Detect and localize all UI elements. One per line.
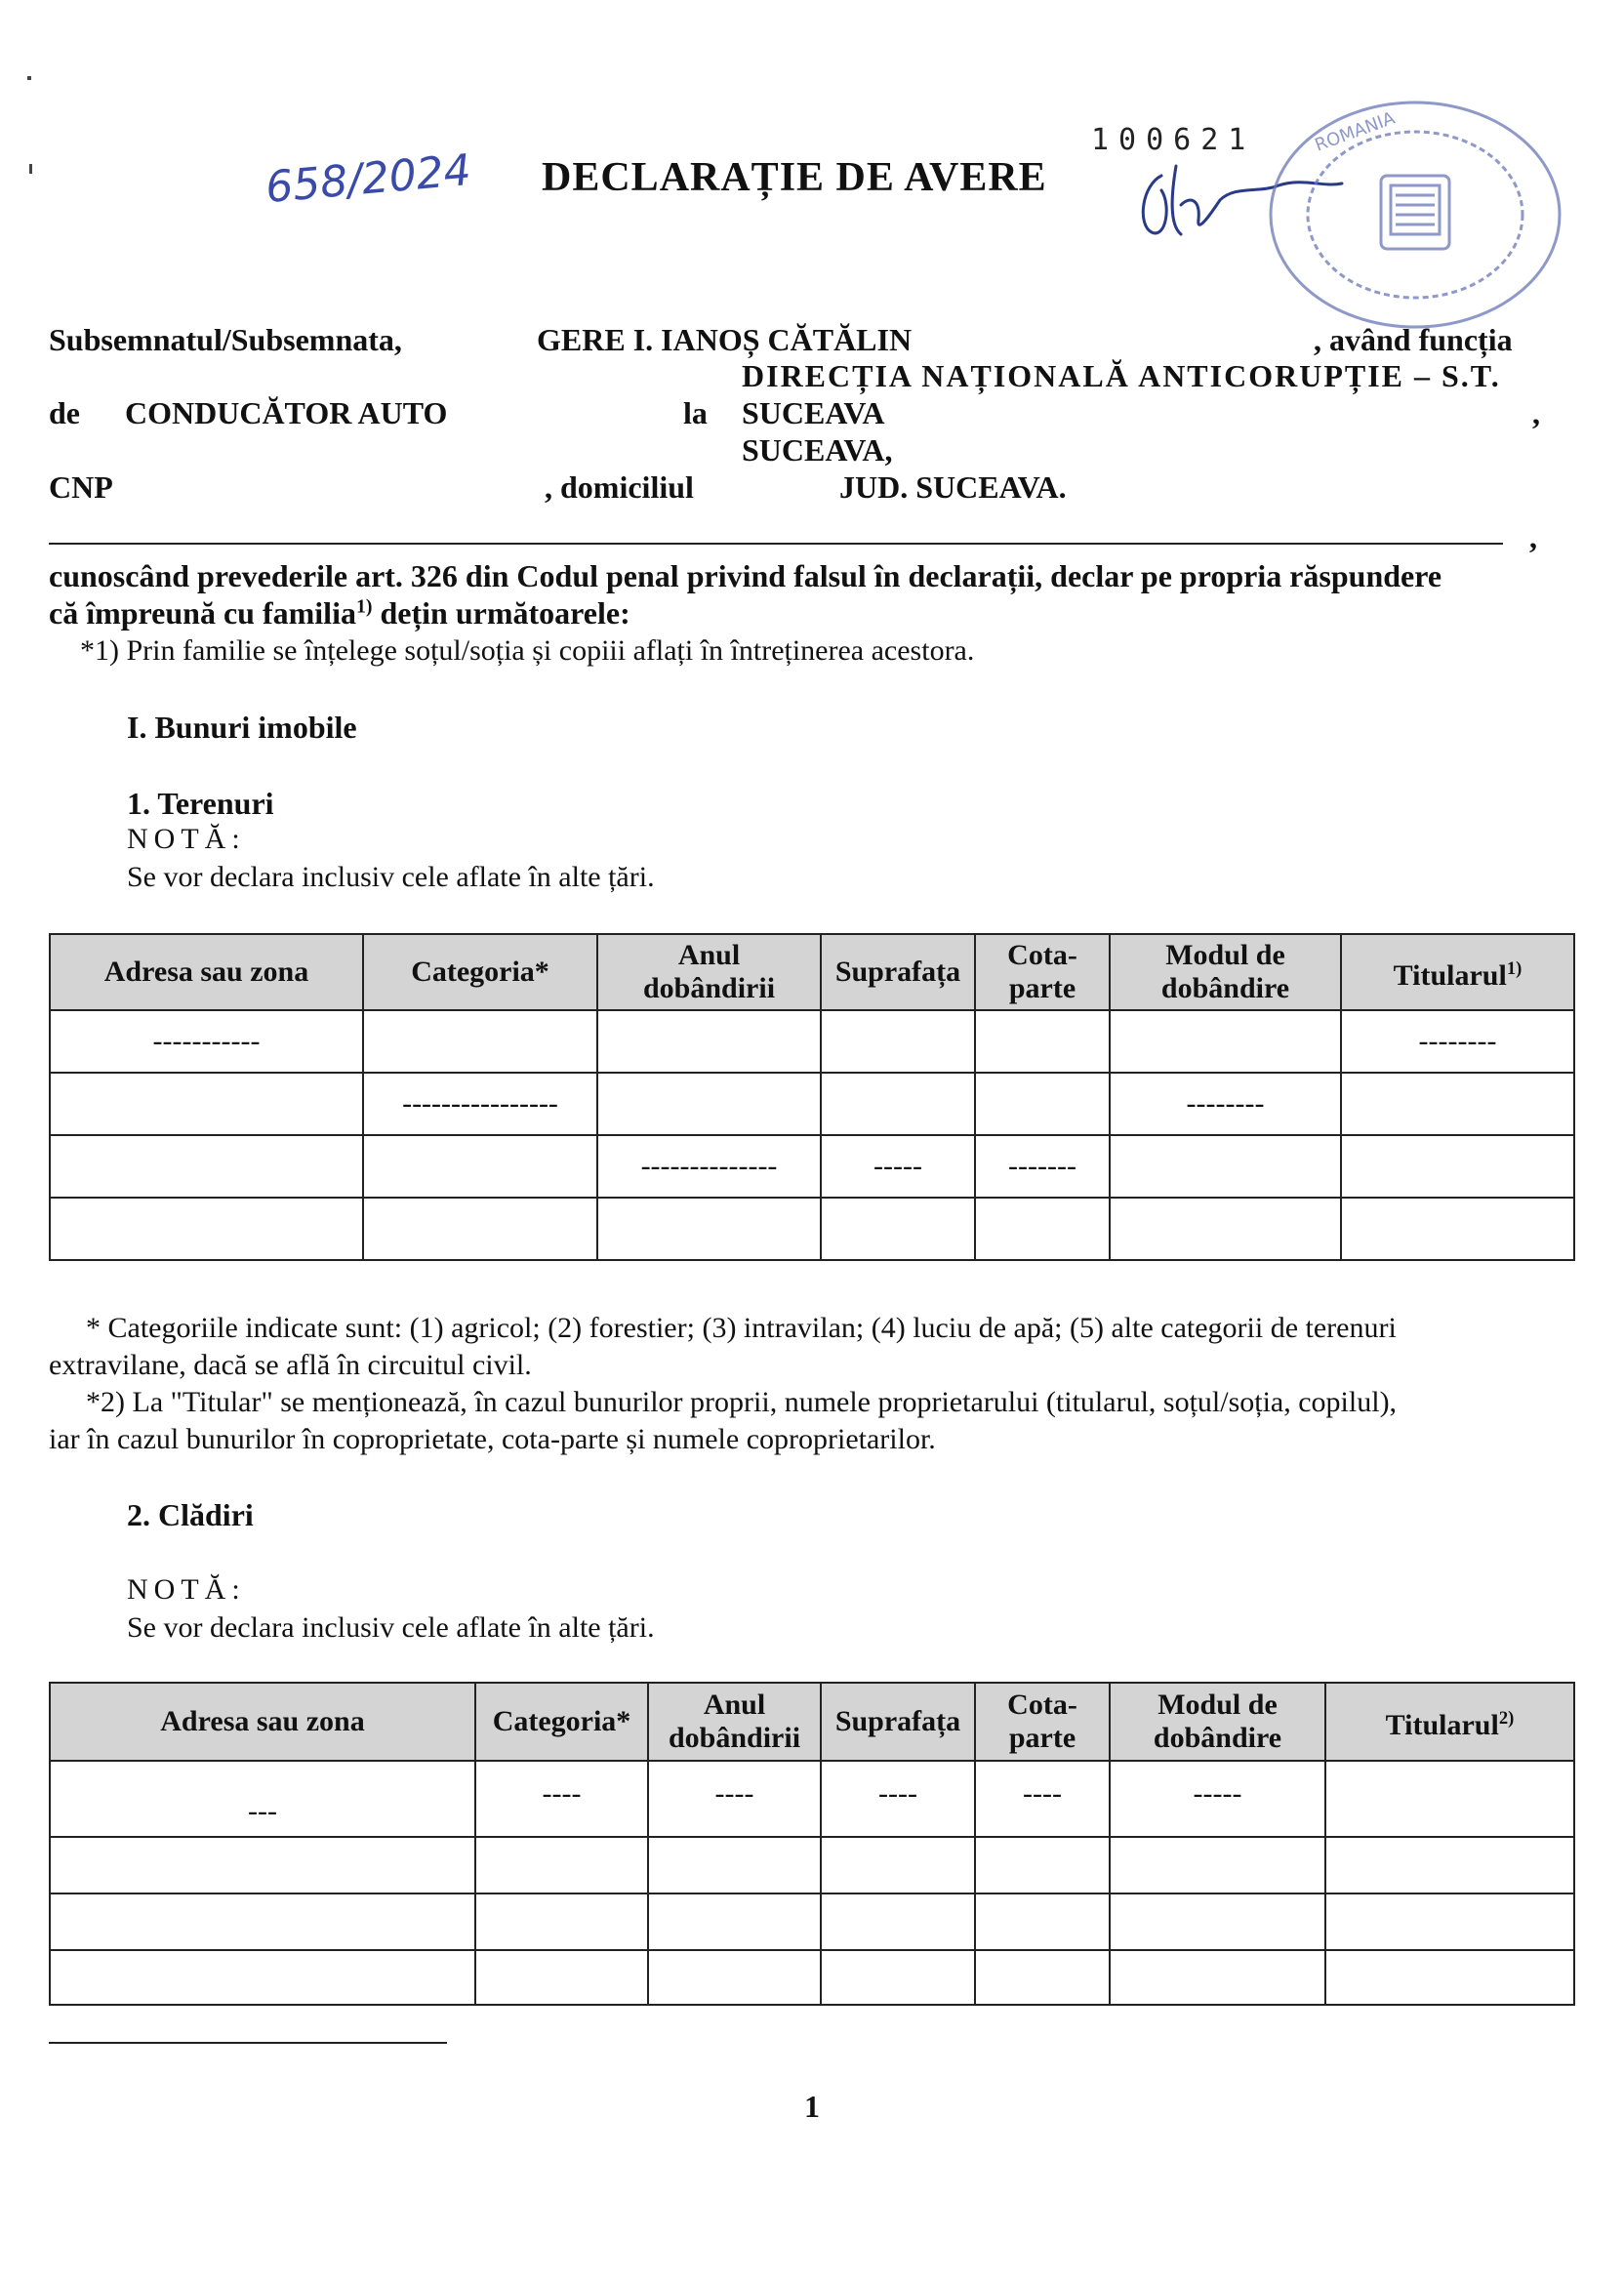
table-cell <box>1110 1198 1341 1260</box>
table-cell <box>50 1198 363 1260</box>
table-cell <box>648 1950 821 2005</box>
table-cell <box>1325 1893 1574 1950</box>
col-header-anul-1: Anul <box>677 939 741 971</box>
table-cell: ----------- <box>50 1010 363 1073</box>
table-cell <box>363 1135 597 1198</box>
table-cell <box>50 1950 475 2005</box>
col-header-titularul <box>1341 934 1574 1010</box>
table-cell <box>1341 1073 1574 1135</box>
family-note: *1) Prin familie se înțelege soțul/soția și copiii aflați în întreținerea acestora. <box>80 634 975 667</box>
table-cell <box>975 1950 1110 2005</box>
table-cell <box>1110 1837 1325 1893</box>
col-header-modul <box>1110 934 1341 1010</box>
handwritten-reference: 658/2024 <box>264 144 473 214</box>
table-cell <box>821 1837 975 1893</box>
col-header-titularul <box>1325 1683 1574 1761</box>
table-cell <box>648 1893 821 1950</box>
svg-text:ROMANIA: ROMANIA <box>1312 107 1399 156</box>
declaration-line2-post: dețin următoarele: <box>372 595 630 631</box>
address-line1: SUCEAVA, <box>742 432 893 468</box>
page-title: DECLARAȚIE DE AVERE <box>542 155 1047 200</box>
registration-number: 100621 <box>1091 123 1256 157</box>
table-cell <box>821 1893 975 1950</box>
subsemnatul-label: Subsemnatul/Subsemnata, <box>49 322 402 357</box>
titular-note-1: *2) La "Titular" se menționează, în cazul bunurilor proprii, numele proprietarului (titularul, soțul/soția, copilul), <box>86 1386 1398 1418</box>
table-cell <box>475 1893 648 1950</box>
table-row <box>50 1893 1574 1950</box>
table-cell <box>50 1073 363 1135</box>
table-cell <box>821 1198 975 1260</box>
table-cell <box>1325 1950 1574 2005</box>
table-cell <box>597 1198 821 1260</box>
col-header-anul-2: dobândirii <box>642 972 776 1004</box>
table-cell <box>648 1837 821 1893</box>
col-header-anul-2: dobândirii <box>668 1722 801 1754</box>
table-cell <box>1110 1893 1325 1950</box>
col-header-categoria: Categoria* <box>363 934 597 1010</box>
col-header-anul-1: Anul <box>703 1689 766 1721</box>
comma-2: , <box>1529 519 1537 554</box>
table-cell: -------------- <box>597 1135 821 1198</box>
col-header-cota <box>975 1683 1110 1761</box>
table-cell: ---- <box>648 1761 821 1837</box>
col-header-cota-1: Cota- <box>1007 1689 1077 1721</box>
table-row <box>50 1837 1574 1893</box>
col-header-categoria: Categoria* <box>475 1683 648 1761</box>
table-cell <box>50 1837 475 1893</box>
col-header-titularul-sup: 1) <box>1506 957 1522 979</box>
col-header-anul <box>648 1683 821 1761</box>
terenuri-nota-text: Se vor declara inclusiv cele aflate în alte țări. <box>127 861 655 893</box>
table-cell <box>50 1893 475 1950</box>
declaration-line2 <box>49 595 630 631</box>
cladiri-nota: NOTĂ: <box>127 1573 246 1606</box>
terenuri-nota: NOTĂ: <box>127 823 246 855</box>
col-header-cota-2: parte <box>1008 972 1076 1004</box>
categories-note-1: * Categoriile indicate sunt: (1) agricol; (2) forestier; (3) intravilan; (4) luciu de apă; (5) alte categorii de terenuri <box>86 1312 1397 1344</box>
col-header-modul-2: dobândire <box>1153 1722 1282 1754</box>
scan-mark <box>29 164 32 174</box>
table-cell <box>1341 1135 1574 1198</box>
table-cell <box>821 1010 975 1073</box>
col-header-modul-1: Modul de <box>1157 1689 1278 1721</box>
stamp-seal-icon <box>1259 93 1571 337</box>
la-label: la <box>683 395 708 430</box>
scan-mark <box>27 76 31 80</box>
table-cell: -------- <box>1110 1073 1341 1135</box>
col-header-adresa: Adresa sau zona <box>50 1683 475 1761</box>
table-cell <box>975 1893 1110 1950</box>
table-cell: ----- <box>821 1135 975 1198</box>
table-cell: --- <box>50 1761 475 1837</box>
address-line2: JUD. SUCEAVA. <box>839 469 1067 505</box>
table-cell: -------- <box>1341 1010 1574 1073</box>
col-header-cota-1: Cota- <box>1007 939 1077 971</box>
domiciliul-label: , domiciliul <box>545 469 694 505</box>
table-cell <box>975 1073 1110 1135</box>
section-heading-imobile: I. Bunuri imobile <box>127 710 357 745</box>
col-header-suprafata: Suprafața <box>821 934 975 1010</box>
table-row <box>50 1073 1574 1135</box>
col-header-suprafata: Suprafața <box>821 1683 975 1761</box>
col-header-modul-2: dobândire <box>1160 972 1290 1004</box>
table-cell: ---- <box>475 1761 648 1837</box>
table-row <box>50 1761 1574 1837</box>
declaration-sup: 1) <box>355 595 373 618</box>
footnote-separator <box>49 2042 447 2044</box>
table-row <box>50 1198 1574 1260</box>
comma-1: , <box>1532 395 1540 430</box>
institution-line1: DIRECȚIA NAȚIONALĂ ANTICORUPȚIE – S.T. <box>742 358 1501 393</box>
table-cell <box>475 1950 648 2005</box>
table-cell <box>821 1073 975 1135</box>
table-row <box>50 1950 1574 2005</box>
terenuri-heading: 1. Terenuri <box>127 786 274 821</box>
terenuri-table <box>49 933 1575 1261</box>
titular-note-2: iar în cazul bunurilor în coproprietate, cota-parte și numele coproprietarilor. <box>49 1423 936 1455</box>
table-cell: ---------------- <box>363 1073 597 1135</box>
table-row <box>50 1010 1574 1073</box>
table-cell <box>597 1010 821 1073</box>
table-cell <box>1325 1837 1574 1893</box>
avand-functia-label: , având funcția <box>1314 322 1513 357</box>
table-cell: ---- <box>821 1761 975 1837</box>
col-header-modul-1: Modul de <box>1165 939 1285 971</box>
table-cell: ---- <box>975 1761 1110 1837</box>
declaration-line2-pre: că împreună cu familia <box>49 595 356 631</box>
categories-note-2: extravilane, dacă se află în circuitul civil. <box>49 1349 532 1381</box>
table-cell <box>1110 1950 1325 2005</box>
table-cell: ------- <box>975 1135 1110 1198</box>
de-label: de <box>49 395 80 430</box>
col-header-adresa: Adresa sau zona <box>50 934 363 1010</box>
table-cell: ----- <box>1110 1761 1325 1837</box>
page-number: 1 <box>804 2089 820 2124</box>
table-cell <box>821 1950 975 2005</box>
cladiri-table <box>49 1682 1575 2006</box>
table-cell <box>1110 1010 1341 1073</box>
col-header-anul <box>597 934 821 1010</box>
table-cell <box>1110 1135 1341 1198</box>
table-cell <box>975 1198 1110 1260</box>
institution-line2: SUCEAVA <box>742 395 885 430</box>
address-underline <box>49 543 1503 545</box>
table-cell <box>597 1073 821 1135</box>
table-cell <box>50 1135 363 1198</box>
table-cell <box>1341 1198 1574 1260</box>
col-header-titularul-sup: 2) <box>1498 1707 1515 1729</box>
col-header-titularul-text: Titularul <box>1393 958 1507 992</box>
cladiri-heading: 2. Clădiri <box>127 1497 254 1532</box>
declarant-name: GERE I. IANOȘ CĂTĂLIN <box>537 322 913 357</box>
table-row <box>50 1135 1574 1198</box>
col-header-cota <box>975 934 1110 1010</box>
declaration-line1: cunoscând prevederile art. 326 din Codul penal privind falsul în declarații, declar pe propria răspundere <box>49 558 1442 593</box>
col-header-modul <box>1110 1683 1325 1761</box>
table-cell <box>363 1198 597 1260</box>
table-cell <box>975 1837 1110 1893</box>
table-cell <box>1325 1761 1574 1837</box>
table-cell <box>363 1010 597 1073</box>
cnp-label: CNP <box>49 469 113 505</box>
col-header-titularul-text: Titularul <box>1385 1708 1499 1741</box>
col-header-cota-2: parte <box>1008 1722 1076 1754</box>
table-cell <box>475 1837 648 1893</box>
table-cell <box>975 1010 1110 1073</box>
cladiri-nota-text: Se vor declara inclusiv cele aflate în alte țări. <box>127 1611 655 1644</box>
function-value: CONDUCĂTOR AUTO <box>125 395 448 430</box>
